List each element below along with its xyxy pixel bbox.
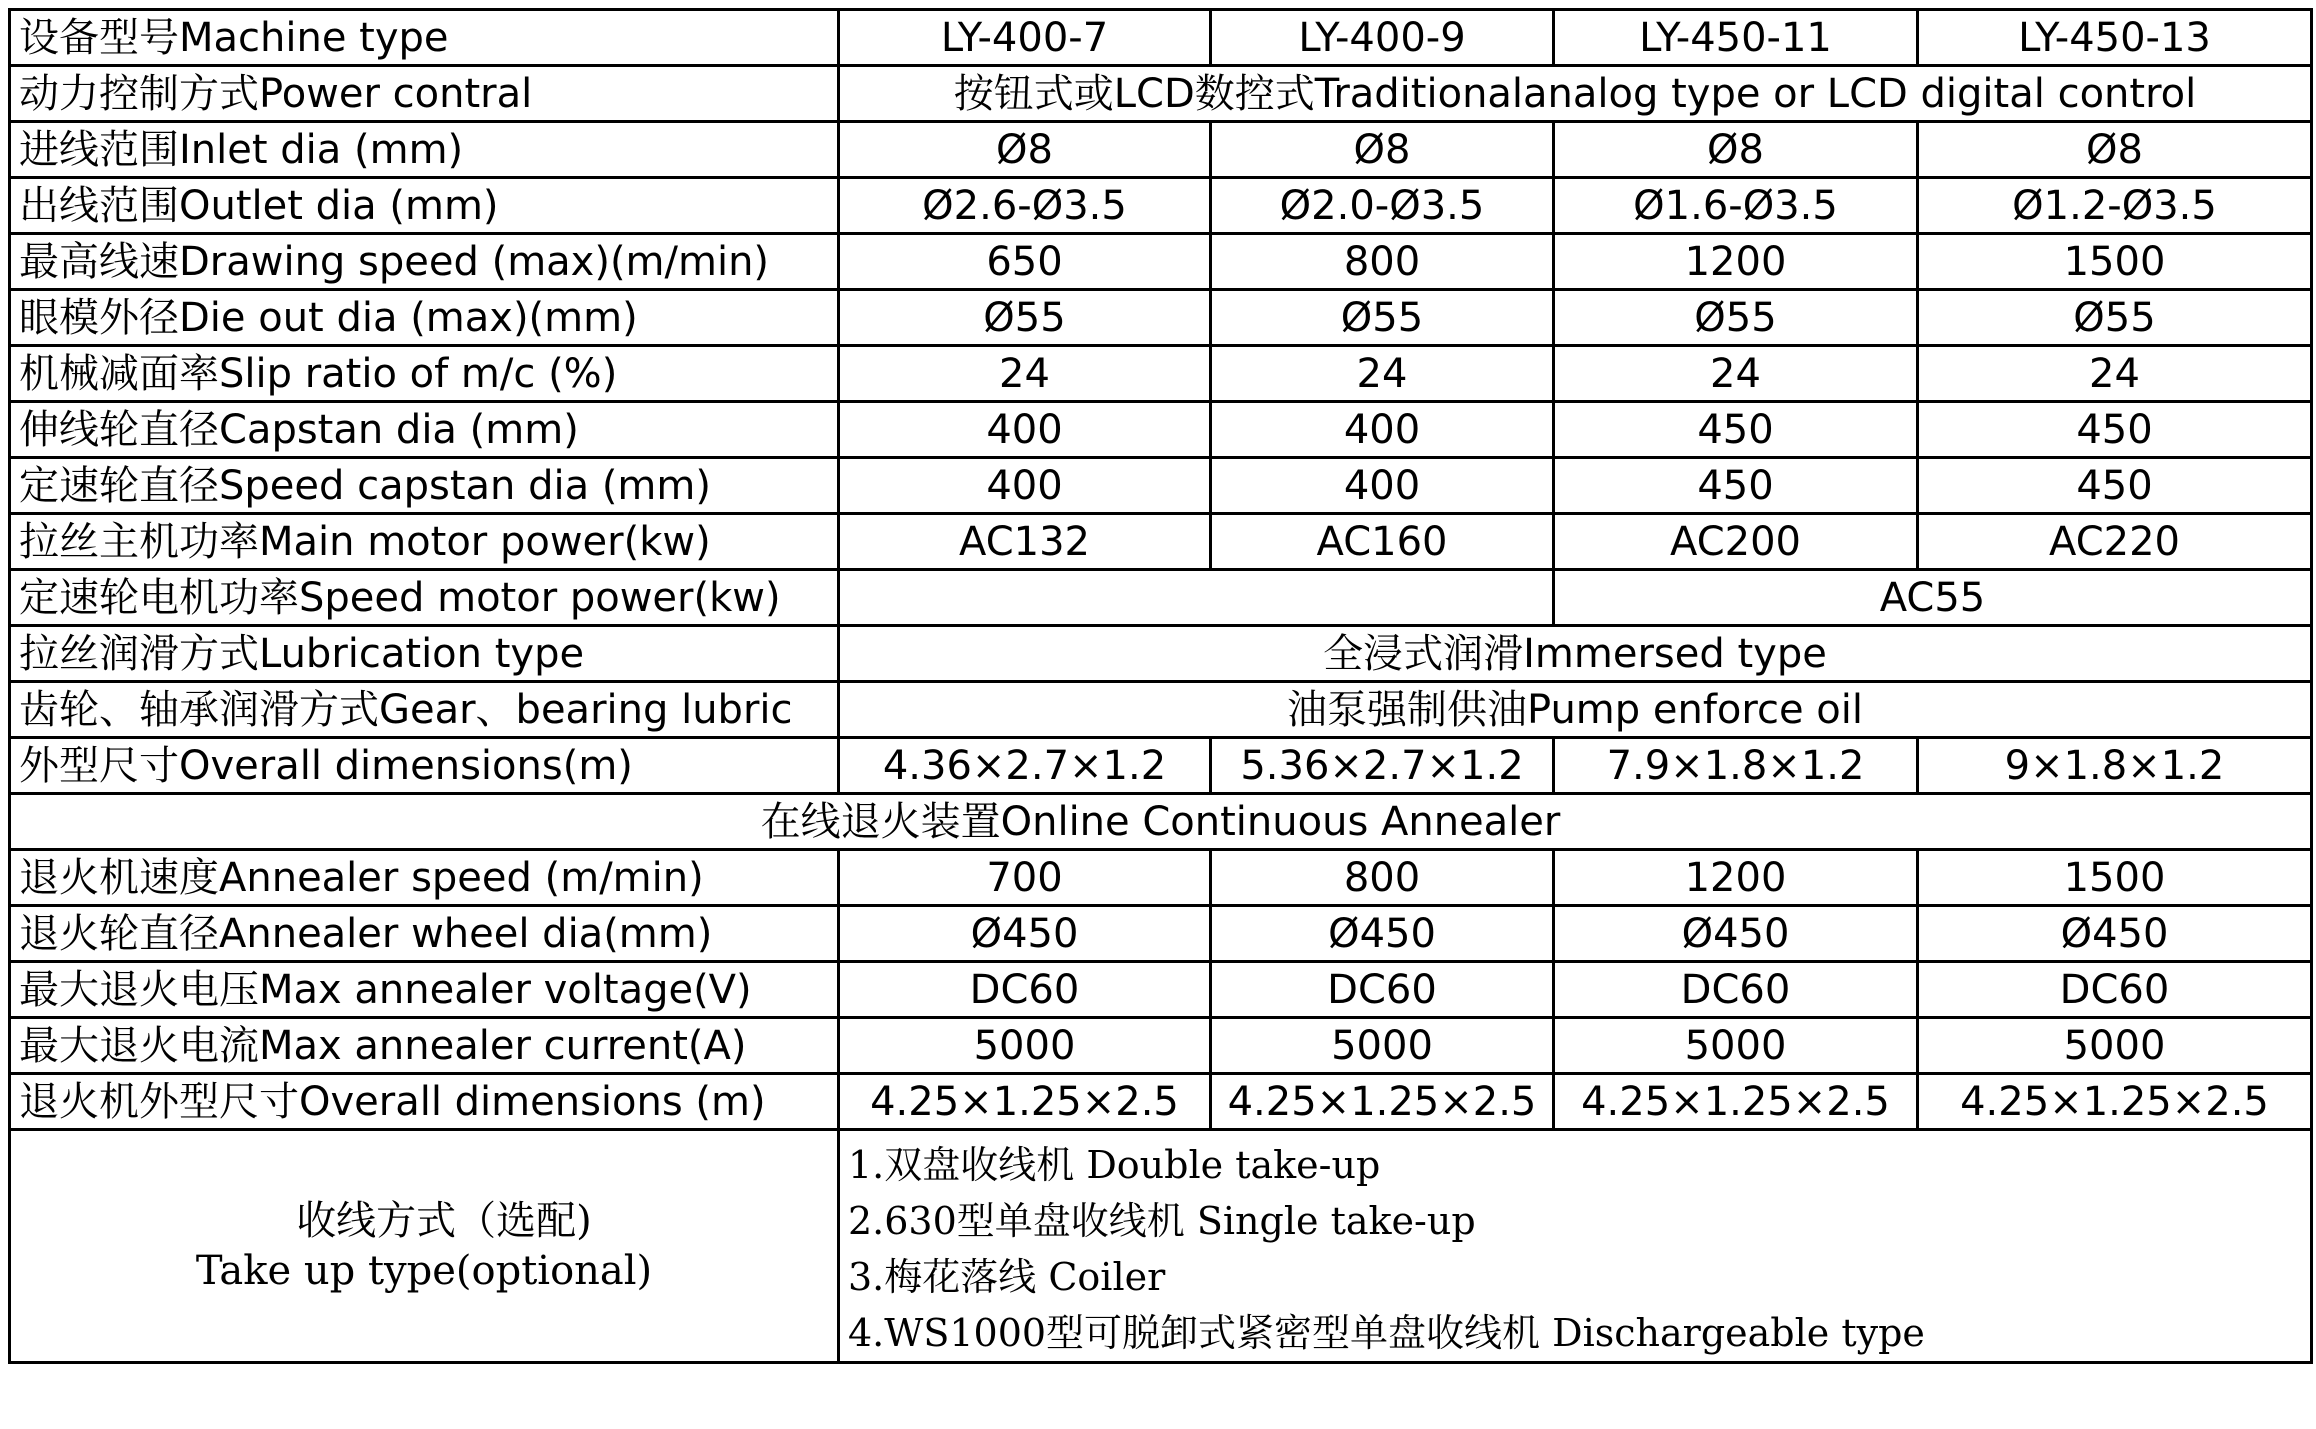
value-cell: 4.25×1.25×2.5	[1918, 1074, 2312, 1130]
spec-row	[10, 178, 2312, 234]
spec-row	[10, 234, 2312, 290]
value-cell: 5.36×2.7×1.2	[1211, 738, 1554, 794]
take-up-option: 2.630型单盘收线机 Single take-up	[848, 1199, 1476, 1243]
value-cell: DC60	[1918, 962, 2312, 1018]
value-cell: Ø450	[1554, 906, 1918, 962]
value-cell: Ø55	[1918, 290, 2312, 346]
value-cell: 24	[1918, 346, 2312, 402]
merged-value-cell: 全浸式润滑Immersed type	[839, 626, 2312, 682]
value-cell: Ø8	[1554, 122, 1918, 178]
take-up-option: 3.梅花落线 Coiler	[848, 1255, 1166, 1299]
row-label: 进线范围Inlet dia (mm)	[10, 122, 839, 178]
value-cell: 1500	[1918, 850, 2312, 906]
take-up-option: 1.双盘收线机 Double take-up	[848, 1143, 1381, 1187]
row-label: 最大退火电流Max annealer current(A)	[10, 1018, 839, 1074]
value-cell: 650	[839, 234, 1211, 290]
annealer-row	[10, 1074, 2312, 1130]
value-cell: Ø450	[1211, 906, 1554, 962]
row-label: 退火机外型尺寸Overall dimensions (m)	[10, 1074, 839, 1130]
row-label: 动力控制方式Power contral	[10, 66, 839, 122]
value-cell: 5000	[839, 1018, 1211, 1074]
annealer-row	[10, 1018, 2312, 1074]
power-control-row	[10, 66, 2312, 122]
row-label: 眼模外径Die out dia (max)(mm)	[10, 290, 839, 346]
row-label: 伸线轮直径Capstan dia (mm)	[10, 402, 839, 458]
value-cell: Ø8	[1918, 122, 2312, 178]
model-cell: LY-400-7	[839, 10, 1211, 66]
model-cell: LY-450-11	[1554, 10, 1918, 66]
value-cell: 7.9×1.8×1.2	[1554, 738, 1918, 794]
value-cell: 5000	[1554, 1018, 1918, 1074]
value-cell: 24	[1554, 346, 1918, 402]
value-cell: 400	[1211, 458, 1554, 514]
lubrication-row	[10, 626, 2312, 682]
spec-row	[10, 290, 2312, 346]
row-label: 机械减面率Slip ratio of m/c (%)	[10, 346, 839, 402]
value-cell: DC60	[839, 962, 1211, 1018]
value-cell: 400	[1211, 402, 1554, 458]
value-cell: AC132	[839, 514, 1211, 570]
value-cell: 450	[1918, 402, 2312, 458]
value-cell: AC200	[1554, 514, 1918, 570]
take-up-label-en: Take up type(optional)	[195, 1248, 653, 1294]
value-cell: DC60	[1554, 962, 1918, 1018]
spec-row	[10, 402, 2312, 458]
speed-motor-row	[10, 570, 2312, 626]
value-cell: 5000	[1211, 1018, 1554, 1074]
take-up-options	[839, 1130, 2312, 1363]
take-up-label-cn: 收线方式（选配)	[296, 1198, 592, 1244]
row-label: 出线范围Outlet dia (mm)	[10, 178, 839, 234]
value-cell: 450	[1554, 458, 1918, 514]
value-cell: Ø1.2-Ø3.5	[1918, 178, 2312, 234]
annealer-row	[10, 906, 2312, 962]
row-label: 定速轮直径Speed capstan dia (mm)	[10, 458, 839, 514]
section-title: 在线退火装置Online Continuous Annealer	[10, 794, 2312, 850]
row-label: 拉丝主机功率Main motor power(kw)	[10, 514, 839, 570]
spec-row	[10, 514, 2312, 570]
value-cell: 450	[1918, 458, 2312, 514]
row-label: 外型尺寸Overall dimensions(m)	[10, 738, 839, 794]
value-cell: Ø2.0-Ø3.5	[1211, 178, 1554, 234]
annealer-row	[10, 962, 2312, 1018]
value-cell: 400	[839, 458, 1211, 514]
value-cell: Ø55	[1554, 290, 1918, 346]
value-cell: Ø1.6-Ø3.5	[1554, 178, 1918, 234]
merged-value-cell: 油泵强制供油Pump enforce oil	[839, 682, 2312, 738]
model-cell: LY-450-13	[1918, 10, 2312, 66]
value-cell: 700	[839, 850, 1211, 906]
value-cell: Ø55	[839, 290, 1211, 346]
model-cell: LY-400-9	[1211, 10, 1554, 66]
value-cell: AC220	[1918, 514, 2312, 570]
value-cell: 400	[839, 402, 1211, 458]
row-label: 定速轮电机功率Speed motor power(kw)	[10, 570, 839, 626]
spec-row	[10, 122, 2312, 178]
value-cell: 9×1.8×1.2	[1918, 738, 2312, 794]
value-cell: Ø55	[1211, 290, 1554, 346]
value-cell: 1200	[1554, 234, 1918, 290]
value-cell: 1200	[1554, 850, 1918, 906]
machine-spec-table	[8, 8, 2313, 1364]
row-label: 最大退火电压Max annealer voltage(V)	[10, 962, 839, 1018]
overall-dimensions-row	[10, 738, 2312, 794]
value-cell: Ø450	[1918, 906, 2312, 962]
take-up-label	[10, 1130, 839, 1363]
value-cell: Ø8	[1211, 122, 1554, 178]
merged-value-cell: AC55	[1554, 570, 2312, 626]
value-cell: DC60	[1211, 962, 1554, 1018]
empty-cell	[839, 570, 1554, 626]
row-label: 拉丝润滑方式Lubrication type	[10, 626, 839, 682]
value-cell: Ø450	[839, 906, 1211, 962]
value-cell: 1500	[1918, 234, 2312, 290]
value-cell: AC160	[1211, 514, 1554, 570]
spec-row	[10, 458, 2312, 514]
machine-type-row	[10, 10, 2312, 66]
merged-value-cell: 按钮式或LCD数控式Traditionalanalog type or LCD digital control	[839, 66, 2312, 122]
row-label: 最高线速Drawing speed (max)(m/min)	[10, 234, 839, 290]
gear-lubrication-row	[10, 682, 2312, 738]
annealer-section-header	[10, 794, 2312, 850]
take-up-option: 4.WS1000型可脱卸式紧密型单盘收线机 Dischargeable type	[848, 1311, 1925, 1355]
value-cell: 24	[839, 346, 1211, 402]
value-cell: 4.25×1.25×2.5	[1554, 1074, 1918, 1130]
value-cell: 4.25×1.25×2.5	[839, 1074, 1211, 1130]
take-up-row	[10, 1130, 2312, 1363]
value-cell: 24	[1211, 346, 1554, 402]
value-cell: 4.25×1.25×2.5	[1211, 1074, 1554, 1130]
value-cell: 800	[1211, 850, 1554, 906]
row-label: 设备型号Machine type	[10, 10, 839, 66]
row-label: 退火机速度Annealer speed (m/min)	[10, 850, 839, 906]
value-cell: 800	[1211, 234, 1554, 290]
value-cell: 5000	[1918, 1018, 2312, 1074]
row-label: 退火轮直径Annealer wheel dia(mm)	[10, 906, 839, 962]
spec-row	[10, 346, 2312, 402]
value-cell: 450	[1554, 402, 1918, 458]
value-cell: Ø8	[839, 122, 1211, 178]
row-label: 齿轮、轴承润滑方式Gear、bearing lubric	[10, 682, 839, 738]
value-cell: 4.36×2.7×1.2	[839, 738, 1211, 794]
value-cell: Ø2.6-Ø3.5	[839, 178, 1211, 234]
annealer-row	[10, 850, 2312, 906]
